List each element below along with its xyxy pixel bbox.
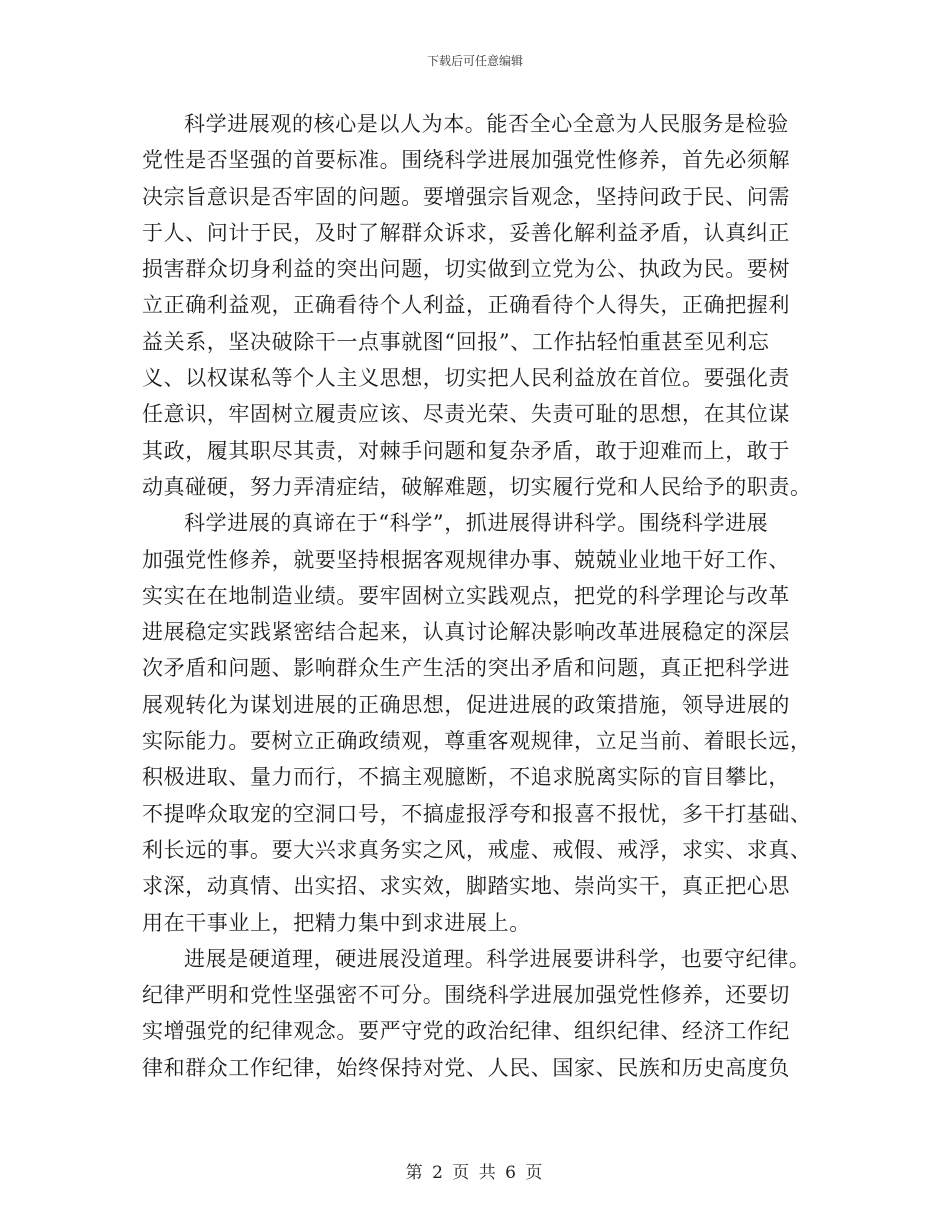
text-line: 次矛盾和问题、影响群众生产生活的突出矛盾和问题，真正把科学进 [142, 656, 790, 681]
text-line: 实实在在地制造业绩。要牢固树立实践观点，把党的科学理论与改革 [142, 583, 790, 608]
text-line: 义、以权谋私等个人主义思想，切实把人民利益放在首位。要强化责 [142, 366, 790, 391]
text-line: 用在干事业上，把精力集中到求进展上。 [142, 910, 531, 935]
text-line: 利长远的事。要大兴求真务实之风，戒虚、戒假、戒浮，求实、求真、 [142, 837, 812, 862]
text-line: 党性是否坚强的首要标准。围绕科学进展加强党性修养，首先必须解 [142, 148, 790, 173]
text-line: 益关系，坚决破除干一点事就图“回报”、工作拈轻怕重甚至见利忘 [142, 329, 770, 354]
text-line: 动真碰硬，努力弄清症结，破解难题，切实履行党和人民给予的职责。 [142, 474, 812, 499]
text-line: 实增强党的纪律观念。要严守党的政治纪律、组织纪律、经济工作纪 [142, 1019, 790, 1044]
text-line: 不提哗众取宠的空洞口号，不搞虚报浮夸和报喜不报忧，多干打基础、 [142, 801, 812, 826]
text-line: 于人、问计于民，及时了解群众诉求，妥善化解利益矛盾，认真纠正 [142, 220, 790, 245]
text-line: 立正确利益观，正确看待个人利益，正确看待个人得失，正确把握利 [142, 293, 790, 318]
text-line: 任意识，牢固树立履责应该、尽责光荣、失责可耻的思想，在其位谋 [142, 402, 790, 427]
text-line: 损害群众切身利益的突出问题，切实做到立党为公、执政为民。要树 [142, 257, 790, 282]
text-line: 实际能力。要树立正确政绩观，尊重客观规律，立足当前、着眼长远， [142, 729, 812, 754]
text-line: 进展稳定实践紧密结合起来，认真讨论解决影响改革进展稳定的深层 [142, 620, 790, 645]
text-line: 积极进取、量力而行，不搞主观臆断，不追求脱离实际的盲目攀比， [142, 765, 790, 790]
text-line: 求深，动真情、出实招、求实效，脚踏实地、崇尚实干，真正把心思 [142, 874, 790, 899]
page-footer: 第 2 页 共 6 页 [405, 1163, 545, 1183]
text-line: 纪律严明和党性坚强密不可分。围绕科学进展加强党性修养，还要切 [142, 983, 790, 1008]
text-line: 科学进展的真谛在于“科学”，抓进展得讲科学。围绕科学进展 [184, 511, 769, 536]
text-line: 科学进展观的核心是以人为本。能否全心全意为人民服务是检验 [184, 112, 789, 136]
text-line: 进展是硬道理，硬进展没道理。科学进展要讲科学，也要守纪律。 [184, 946, 811, 971]
document-body [142, 106, 812, 1086]
text-line: 其政，履其职尽其责，对棘手问题和复杂矛盾，敢于迎难而上，敢于 [142, 438, 790, 463]
text-line: 决宗旨意识是否牢固的问题。要增强宗旨观念，坚持问政于民、问需 [142, 184, 790, 209]
text-line: 加强党性修养，就要坚持根据客观规律办事、兢兢业业地干好工作、 [142, 547, 790, 572]
text-line: 展观转化为谋划进展的正确思想，促进进展的政策措施，领导进展的 [142, 692, 790, 717]
page-header: 下载后可任意编辑 [426, 54, 523, 68]
text-line: 律和群众工作纪律，始终保持对党、人民、国家、民族和历史高度负 [142, 1055, 790, 1080]
